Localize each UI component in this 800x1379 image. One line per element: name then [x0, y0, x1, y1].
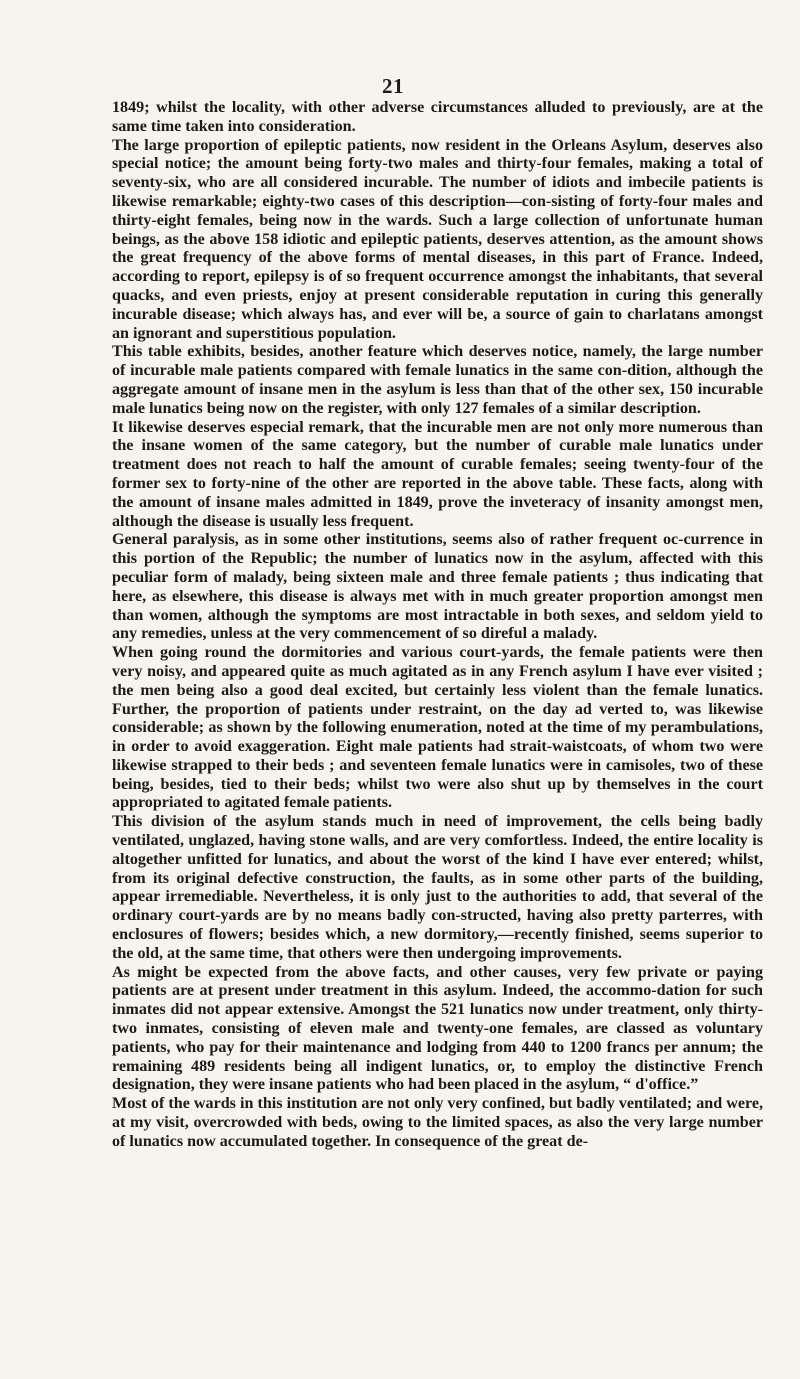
paragraph: General paralysis, as in some other institutions, seems also of rather frequent oc-currence in this portion of the Republic; the number of lunatics now in the asylum, affected with this peculiar form of malady, being sixteen male and three female patients ; thus indicating that here, as elsewhere, this disease is always met with in much greater proportion amongst men than women, although the symptoms are most intractable in both sexes, and seldom yield to any remedies, unless at the very commencement of so direful a malady. [112, 531, 763, 643]
paragraph: This table exhibits, besides, another feature which deserves notice, namely, the large number of incurable male patients compared with female lunatics in the same con-dition, although the aggregate amount of insane men in the asylum is less than that of the other sex, 150 incurable male lunatics being now on the register, with only 127 females of a similar description. [112, 343, 763, 417]
paragraph: This division of the asylum stands much in need of improvement, the cells being badly ventilated, unglazed, having stone walls, and are very comfortless. Indeed, the entire locality is altogether unfitted for lunatics, and about the worst of the kind I have ever entered; whilst, from its original defective construction, the faults, as in some other parts of the building, appear irremediable. Nevertheless, it is only just to the authorities to add, that several of the ordinary court-yards are by no means badly con-structed, having also pretty parterres, with enclosures of flowers; besides which, a new dormitory,—recently finished, seems superior to the old, at the same time, that others were then undergoing improvements. [112, 813, 763, 962]
paragraph: As might be expected from the above facts, and other causes, very few private or paying patients are at present under treatment in this asylum. Indeed, the accommo-dation for such inmates did not appear extensive. Amongst the 521 lunatics now under treatment, only thirty-two inmates, consisting of eleven male and twenty-one females, are classed as voluntary patients, who pay for their maintenance and lodging from 440 to 1200 francs per annum; the remaining 489 residents being all indigent lunatics, or, to employ the distinctive French designation, they were insane patients who had been placed in the asylum, “ d'office.” [112, 963, 763, 1094]
paragraph: 1849; whilst the locality, with other adverse circumstances alluded to previously, are at the same time taken into consideration. [112, 99, 763, 135]
body-text [112, 99, 763, 1152]
page-number: 21 [382, 74, 404, 98]
paragraph: The large proportion of epileptic patients, now resident in the Orleans Asylum, deserves also special notice; the amount being forty-two males and thirty-four females, making a total of seventy-six, who are all considered incurable. The number of idiots and imbecile patients is likewise remarkable; eighty-two cases of this description—con-sisting of forty-four males and thirty-eight females, being now in the wards. Such a large collection of unfortunate human beings, as the above 158 idiotic and epileptic patients, deserves attention, as the amount shows the great frequency of the above forms of mental diseases, in this part of France. Indeed, according to report, epilepsy is of so frequent occurrence amongst the inhabitants, that several quacks, and even priests, enjoy at present considerable reputation in curing this generally incurable disease; which always has, and ever will be, a source of gain to charlatans amongst an ignorant and superstitious population. [112, 136, 763, 342]
paragraph: It likewise deserves especial remark, that the incurable men are not only more numerous than the insane women of the same category, but the number of curable male lunatics under treatment does not reach to half the amount of curable females; seeing twenty-four of the former sex to forty-nine of the other are reported in the above table. These facts, along with the amount of insane males admitted in 1849, prove the inveteracy of insanity amongst men, although the disease is usually less frequent. [112, 418, 763, 530]
paragraph: When going round the dormitories and various court-yards, the female patients were then very noisy, and appeared quite as much agitated as in any French asylum I have ever visited ; the men being also a good deal excited, but certainly less violent than the female lunatics. Further, the proportion of patients under restraint, on the day ad verted to, was likewise considerable; as shown by the following enumeration, noted at the time of my perambulations, in order to avoid exaggeration. Eight male patients had strait-waistcoats, of whom two were likewise strapped to their beds ; and seventeen female lunatics were in camisoles, two of these being, besides, tied to their beds; whilst two were also shut up by themselves in the court appropriated to agitated female patients. [112, 644, 763, 812]
paragraph: Most of the wards in this institution are not only very confined, but badly ventilated; and were, at my visit, overcrowded with beds, owing to the limited spaces, as also the very large number of lunatics now accumulated together. In consequence of the great de- [112, 1095, 763, 1150]
